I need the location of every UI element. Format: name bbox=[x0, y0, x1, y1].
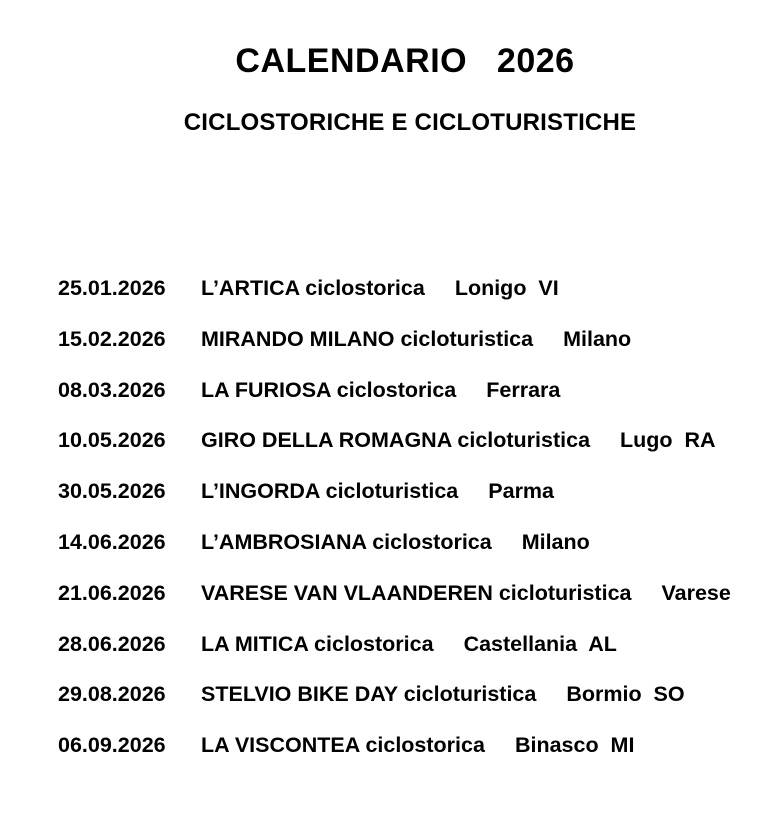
event-place: Binasco MI bbox=[514, 733, 635, 758]
event-name: GIRO DELLA ROMAGNA cicloturistica bbox=[201, 428, 591, 453]
event-name: L’AMBROSIANA ciclostorica bbox=[201, 529, 492, 554]
page-title: CALENDARIO 2026 bbox=[235, 42, 575, 80]
event-date: 10.05.2026 bbox=[58, 428, 166, 453]
event-row bbox=[58, 733, 773, 784]
event-date: 21.06.2026 bbox=[58, 580, 166, 605]
event-row bbox=[58, 581, 773, 632]
event-place: Milano bbox=[563, 326, 632, 351]
event-row bbox=[58, 378, 773, 429]
event-date: 15.02.2026 bbox=[58, 326, 166, 351]
page-subtitle: CICLOSTORICHE E CICLOTURISTICHE bbox=[183, 109, 637, 136]
event-name: L’ARTICA ciclostorica bbox=[201, 276, 425, 300]
event-place: Milano bbox=[521, 529, 590, 554]
event-date: 14.06.2026 bbox=[58, 529, 166, 554]
event-place: Castellania AL bbox=[463, 631, 617, 656]
event-name: VARESE VAN VLAANDEREN cicloturistica bbox=[201, 580, 632, 605]
event-name: LA FURIOSA ciclostorica bbox=[201, 377, 457, 402]
event-date: 29.08.2026 bbox=[58, 682, 166, 707]
event-place: Lonigo VI bbox=[454, 276, 559, 300]
event-row bbox=[58, 479, 773, 530]
event-place: Ferrara bbox=[486, 377, 561, 402]
event-name: L’INGORDA cicloturistica bbox=[201, 479, 459, 504]
event-name: MIRANDO MILANO cicloturistica bbox=[201, 326, 534, 351]
event-place: Parma bbox=[488, 479, 555, 504]
event-row bbox=[58, 682, 773, 733]
event-list bbox=[58, 276, 773, 784]
event-place: Lugo RA bbox=[620, 428, 716, 453]
event-row bbox=[58, 632, 773, 683]
event-name: STELVIO BIKE DAY cicloturistica bbox=[201, 682, 537, 707]
event-row bbox=[58, 327, 773, 378]
event-date: 06.09.2026 bbox=[58, 733, 166, 758]
event-name: LA VISCONTEA ciclostorica bbox=[201, 733, 485, 758]
event-row bbox=[58, 276, 773, 327]
event-date: 30.05.2026 bbox=[58, 479, 166, 504]
event-date: 25.01.2026 bbox=[58, 276, 166, 300]
event-date: 08.03.2026 bbox=[58, 377, 166, 402]
event-row bbox=[58, 530, 773, 581]
event-date: 28.06.2026 bbox=[58, 631, 166, 656]
event-name: LA MITICA ciclostorica bbox=[201, 631, 434, 656]
event-place: Bormio SO bbox=[566, 682, 685, 707]
event-row bbox=[58, 428, 773, 479]
event-place: Varese bbox=[661, 580, 731, 605]
